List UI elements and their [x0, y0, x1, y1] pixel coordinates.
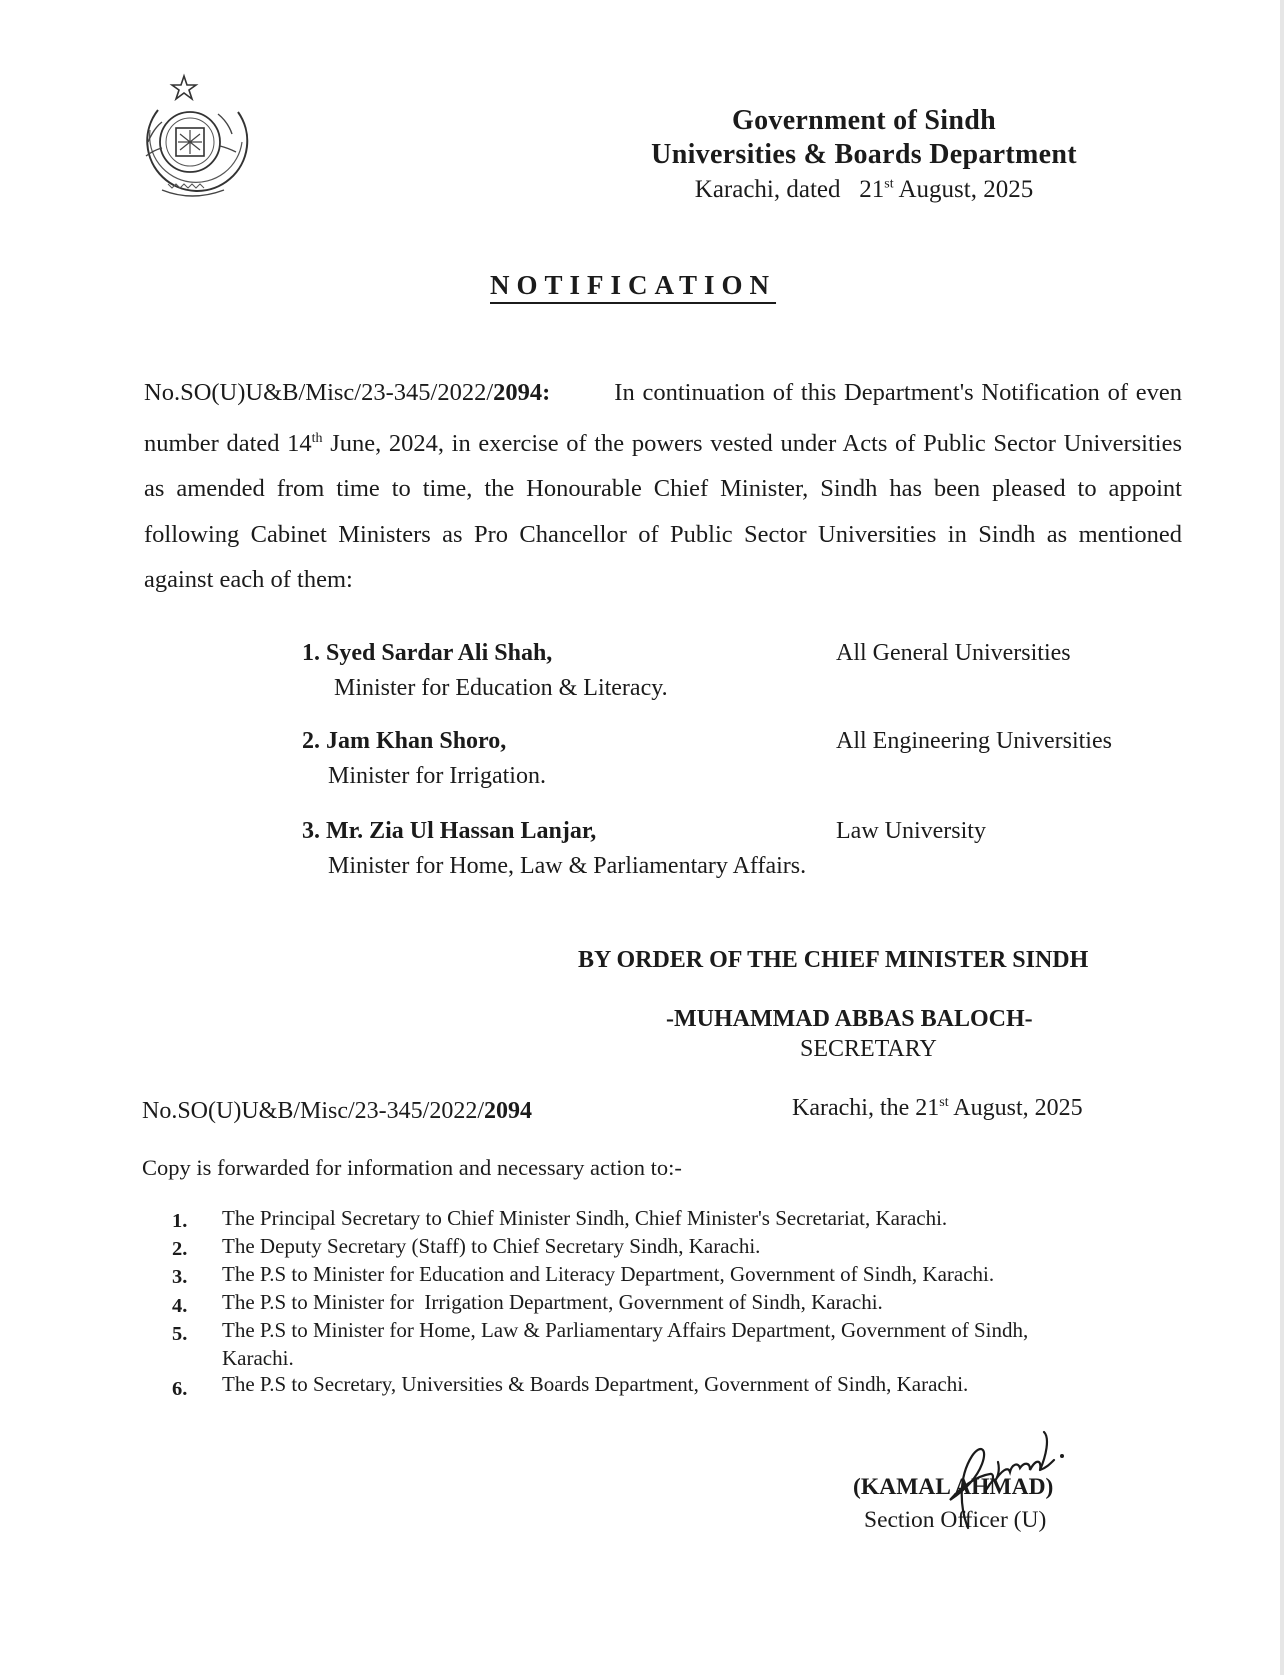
- copy-item-3-number: 3.: [172, 1266, 188, 1288]
- page-edge: [1280, 0, 1284, 1675]
- government-seal-icon: [128, 72, 260, 212]
- appointment-1-role: Minister for Education & Literacy.: [334, 675, 668, 701]
- copy-item-2-text: The Deputy Secretary (Staff) to Chief Secretary Sindh, Karachi.: [222, 1234, 761, 1258]
- secretary-designation: SECRETARY: [800, 1036, 937, 1062]
- signoff-designation: Section Officer (U): [864, 1507, 1047, 1533]
- body-ref-number: 2094:: [493, 379, 551, 406]
- copy-item-5-number: 5.: [172, 1323, 188, 1345]
- notification-body: [144, 370, 1182, 603]
- appointment-1-name: 1. Syed Sardar Ali Shah,: [302, 640, 553, 666]
- appointment-1-assignment: All General Universities: [836, 640, 1071, 666]
- appointment-2-role: Minister for Irrigation.: [328, 763, 546, 789]
- footer-date: Karachi, the 21st August, 2025: [792, 1095, 1083, 1121]
- copy-item-6-number: 6.: [172, 1378, 188, 1400]
- copy-item-1-number: 1.: [172, 1210, 188, 1232]
- header-date: [604, 176, 1124, 204]
- copy-item-4-text: The P.S to Minister for Irrigation Department, Government of Sindh, Karachi.: [222, 1290, 883, 1314]
- copy-item-3-text: The P.S to Minister for Education and Literacy Department, Government of Sindh, Karachi.: [222, 1262, 995, 1286]
- header-date-suffix: August, 2025: [893, 176, 1034, 203]
- header-department: Universities & Boards Department: [651, 139, 1077, 170]
- secretary-name: -MUHAMMAD ABBAS BALOCH-: [666, 1006, 1033, 1032]
- appointment-2-name: 2. Jam Khan Shoro,: [302, 728, 507, 754]
- header-date-sup: st: [884, 176, 894, 192]
- footer-ref-number: No.SO(U)U&B/Misc/23-345/2022/2094: [142, 1098, 532, 1124]
- notification-title: NOTIFICATION: [490, 270, 777, 300]
- body-sup-1: th: [311, 430, 323, 446]
- appointment-3-name: 3. Mr. Zia Ul Hassan Lanjar,: [302, 818, 597, 844]
- by-order-line: BY ORDER OF THE CHIEF MINISTER SINDH: [578, 947, 1089, 973]
- appointment-2-assignment: All Engineering Universities: [836, 728, 1112, 754]
- copy-item-5-text-cont: Karachi.: [222, 1346, 294, 1370]
- copy-item-6-text: The P.S to Secretary, Universities & Boards Department, Government of Sindh, Karachi.: [222, 1372, 969, 1396]
- signoff-name: (KAMAL AHMAD): [853, 1474, 1054, 1500]
- copy-item-1-text: The Principal Secretary to Chief Minister Sindh, Chief Minister's Secretariat, Karachi.: [222, 1206, 948, 1230]
- copy-item-4-number: 4.: [172, 1295, 188, 1317]
- body-text-1: In continuation of this Department's Notification of even number dated 14: [144, 379, 1182, 457]
- appointment-3-role: Minister for Home, Law & Parliamentary Affairs.: [328, 853, 807, 879]
- copy-item-2-number: 2.: [172, 1238, 188, 1260]
- body-ref-prefix: No.SO(U)U&B/Misc/23-345/2022/: [144, 379, 494, 406]
- copy-intro: Copy is forwarded for information and necessary action to:-: [142, 1155, 682, 1180]
- body-text-2: June, 2024, in exercise of the powers vested under Acts of Public Sector Universities as amended from time to time, the Honourable Chief Minister, Sindh has been pleased to appoint following Cabinet Ministers as Pro Chancellor of Public Sector Universities in Sindh as mentioned against each of them:: [144, 429, 1182, 594]
- appointment-3-assignment: Law University: [836, 818, 986, 844]
- copy-item-5-text: The P.S to Minister for Home, Law & Parliamentary Affairs Department, Government of Sindh,: [222, 1318, 1029, 1342]
- header-government: Government of Sindh: [732, 105, 996, 136]
- header-date-prefix: Karachi, dated 21: [694, 176, 885, 203]
